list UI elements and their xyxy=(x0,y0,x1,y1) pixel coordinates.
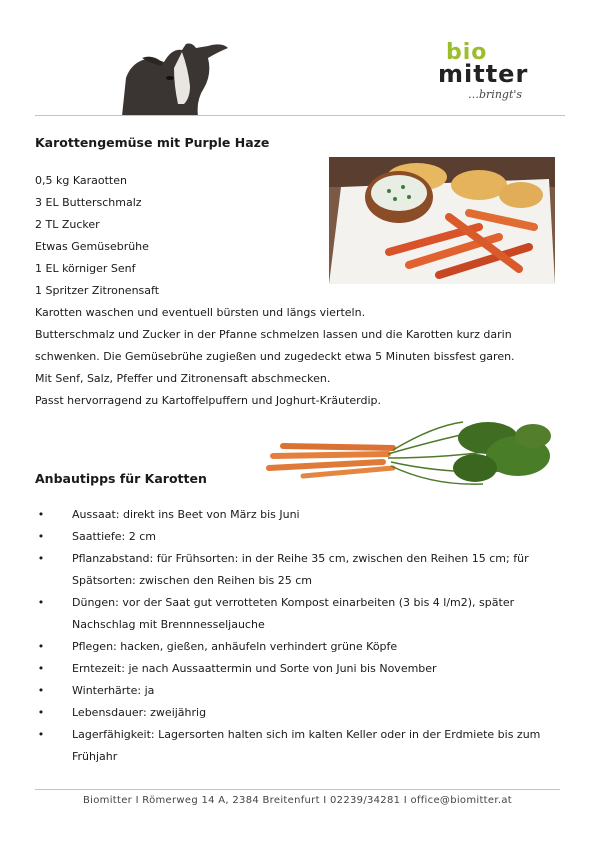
logo-mitter: mitter xyxy=(438,60,529,88)
tips-title: Anbautipps für Karotten xyxy=(35,471,207,486)
tip-text: Saattiefe: 2 cm xyxy=(72,530,157,543)
tips-list xyxy=(35,504,555,768)
tip-text-continued: Nachschlag mit Brennnesseljauche xyxy=(72,618,265,631)
list-item xyxy=(35,724,555,768)
tip-text: Pflanzabstand: für Frühsorten: in der Reihe 35 cm, zwischen den Reihen 15 cm; für xyxy=(72,552,529,565)
tip-text-continued: Spätsorten: zwischen den Reihen bis 25 cm xyxy=(72,574,312,587)
list-item xyxy=(35,658,555,680)
recipe-title: Karottengemüse mit Purple Haze xyxy=(35,135,270,150)
tip-text: Lebensdauer: zweijährig xyxy=(72,706,207,719)
list-item xyxy=(35,636,555,658)
list-item xyxy=(35,504,555,526)
footer-rule xyxy=(35,789,560,790)
header-rule xyxy=(35,115,565,116)
list-item xyxy=(35,526,555,548)
step-line: schwenken. Die Gemüsebrühe zugießen und zugedeckt etwa 5 Minuten bissfest garen. xyxy=(35,350,515,363)
step-line: Karotten waschen und eventuell bürsten und längs vierteln. xyxy=(35,306,366,319)
bullet: • xyxy=(37,728,45,741)
ingredient-item: 2 TL Zucker xyxy=(35,218,100,231)
tip-text: Pflegen: hacken, gießen, anhäufeln verhindert grüne Köpfe xyxy=(72,640,398,653)
list-item xyxy=(35,680,555,702)
ingredient-item: 3 EL Butterschmalz xyxy=(35,196,142,209)
logo-bio: bio xyxy=(446,40,488,65)
footer-contact: Biomitter I Römerweg 14 A, 2384 Breitenfurt I 02239/34281 I office@biomitter.at xyxy=(83,795,512,806)
ingredient-item: 1 EL körniger Senf xyxy=(35,262,136,275)
bullet: • xyxy=(37,596,45,609)
step-line: Mit Senf, Salz, Pfeffer und Zitronensaft abschmecken. xyxy=(35,372,331,385)
bullet: • xyxy=(37,706,45,719)
tip-text-continued: Frühjahr xyxy=(72,750,118,763)
step-line: Passt hervorragend zu Kartoffelpuffern und Joghurt-Kräuterdip. xyxy=(35,394,382,407)
bullet: • xyxy=(37,530,45,543)
ingredient-list xyxy=(35,170,159,302)
ingredient-item: 1 Spritzer Zitronensaft xyxy=(35,284,160,297)
ingredient-item: Etwas Gemüsebrühe xyxy=(35,240,149,253)
tip-text: Lagerfähigkeit: Lagersorten halten sich im kalten Keller oder in der Erdmiete bis zum xyxy=(72,728,541,741)
logo-tagline: …bringt's xyxy=(468,88,523,101)
bullet: • xyxy=(37,684,45,697)
preparation-steps xyxy=(35,302,555,412)
goat-image xyxy=(112,38,232,116)
tip-text: Erntezeit: je nach Aussaattermin und Sorte von Juni bis November xyxy=(72,662,437,675)
tip-text: Düngen: vor der Saat gut verrotteten Kompost einarbeiten (3 bis 4 l/m2), später xyxy=(72,596,515,609)
bullet: • xyxy=(37,508,45,521)
bullet: • xyxy=(37,662,45,675)
tip-text: Winterhärte: ja xyxy=(72,684,155,697)
carrot-dish-photo xyxy=(329,157,555,284)
bullet: • xyxy=(37,552,45,565)
list-item xyxy=(35,702,555,724)
ingredient-item: 0,5 kg Karaotten xyxy=(35,174,127,187)
list-item xyxy=(35,548,555,592)
bullet: • xyxy=(37,640,45,653)
tip-text: Aussaat: direkt ins Beet von März bis Juni xyxy=(72,508,300,521)
carrots-image xyxy=(263,418,555,490)
list-item xyxy=(35,592,555,636)
step-line: Butterschmalz und Zucker in der Pfanne schmelzen lassen und die Karotten kurz darin xyxy=(35,328,512,341)
